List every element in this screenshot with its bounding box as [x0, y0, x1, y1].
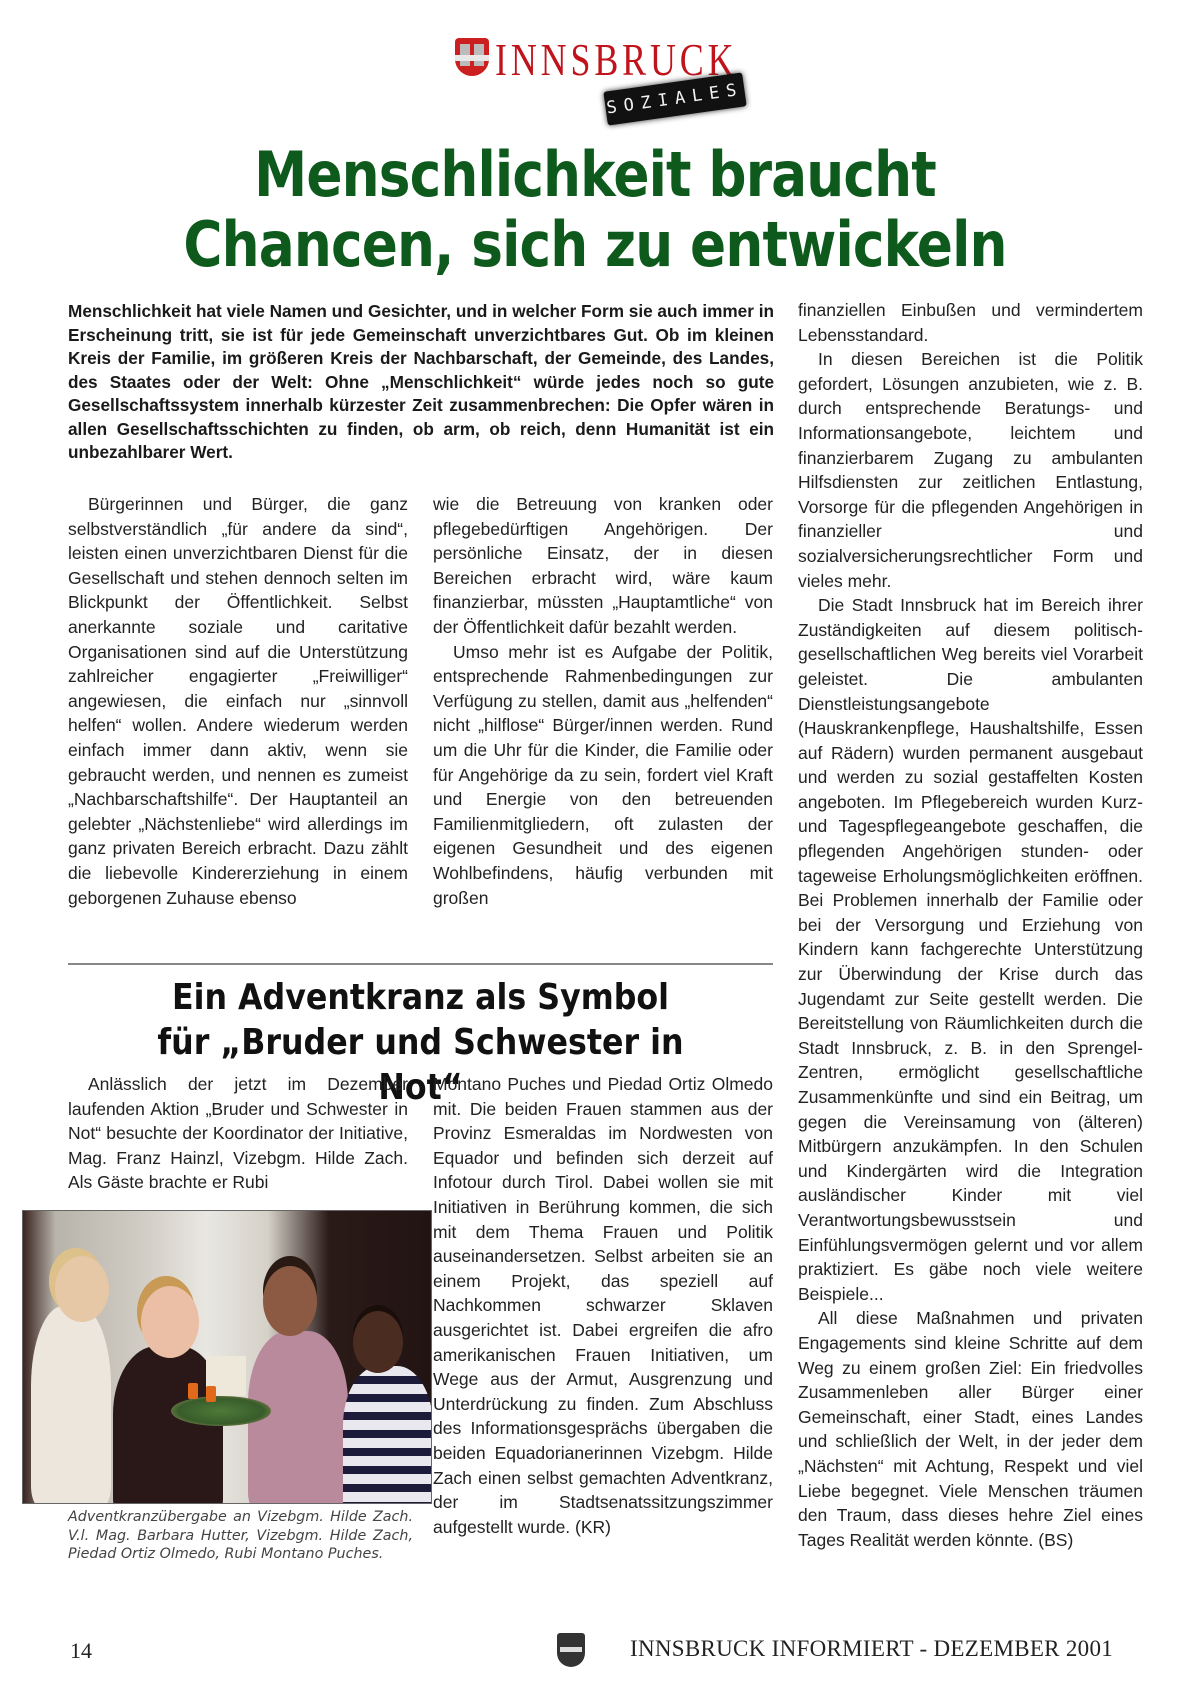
- lead-paragraph: Menschlichkeit hat viele Namen und Gesichter, und in welcher Form sie auch immer in Erscheinung tritt, sie ist für jede Gemeinschaft unverzichtbares Gut. Ob im kleinen Kreis der Familie, im größeren Kreis der Nachbarschaft, der Gemeinde, des Landes, des Staates oder der Welt: Ohne „Menschlichkeit“ würde jedes noch so gute Gesellschaftssystem innerhalb kürzester Zeit zusammenbrechen: Die Opfer wären in allen Gesellschaftsschichten zu finden, ob arm, ob reich, denn Humanität ist ein unbezahlbarer Wert.: [68, 301, 774, 462]
- paragraph: finanziellen Einbußen und vermindertem Lebensstandard.: [798, 300, 1143, 345]
- article2-column-2: [433, 1072, 773, 1539]
- person-2-head: [141, 1286, 199, 1358]
- paragraph: Bürgerinnen und Bürger, die ganz selbstverständlich „für andere da sind“, leisten einen unverzichtbaren Dienst für die Gesellschaft und stehen dennoch selten im Blickpunkt der Öffentlichkeit. Selbst anerkannte soziale und caritative Organisationen sind auf die Unterstützung zahlreicher engagierter „Freiwilliger“ angewiesen, die einfach nur „sinnvoll helfen“ wollen. Andere wiederum werden einfach immer dann aktiv, wenn sie gebraucht werden, und nennen es zumeist „Nachbarschaftshilfe“. Der Hauptanteil an gelebter „Nächstenliebe“ wird allerdings im ganz privaten Bereich erbracht. Dazu zählt die liebevolle Kindererziehung in einem geborgenen Zuhause ebenso: [68, 494, 408, 908]
- headline-line-2: Chancen, sich zu entwickeln: [183, 208, 1007, 281]
- subheadline-line-1: Ein Adventkranz als Symbol: [171, 977, 670, 1018]
- candle-icon: [206, 1386, 216, 1402]
- person-3-head: [263, 1266, 317, 1336]
- person-1: [31, 1306, 111, 1504]
- article-column-1: [68, 492, 408, 910]
- paragraph: Montano Puches und Piedad Ortiz Olmedo mit. Die beiden Frauen stammen aus der Provinz Esmeraldas im Nordwesten von Equador und befinden sich derzeit auf Infotour durch Tirol. Dabei wollen sie mit Initiativen in Berührung kommen, die sich mit dem Thema Frauen und Politik auseinandersetzen. Selbst arbeiten sie an einem Projekt, das speziell auf Nachkommen schwarzer Sklaven ausgerichtet ist. Dabei ergreifen die afro amerikanischen Frauen Initiativen, um Wege aus der Armut, Ausgrenzung und Unterdrückung zu finden. Zum Abschluss des Informationsgesprächs übergaben die beiden Equadorianerinnen Vizebgm. Hilde Zach einen selbst gemachten Adventkranz, der im Stadtsenatssitzungszimmer aufgestellt wurde. (KR): [433, 1074, 773, 1537]
- subheadline-line-2: für „Bruder und Schwester in Not“: [157, 1022, 684, 1108]
- section-tag: SOZIALES: [603, 72, 746, 125]
- masthead-title: INNSBRUCK: [495, 34, 738, 85]
- paragraph: In diesen Bereichen ist die Politik gefordert, Lösungen anzubieten, wie z. B. durch entsprechende Beratungs- und Informationsangebote, leichtem und finanzierbarem Zugang zu ambulanten Hilfsdiensten zur zeitlichen Entlastung, Vorsorge für die pflegenden Angehörigen in finanzieller und sozialversicherungsrechtlicher Form und vieles mehr.: [798, 349, 1143, 591]
- page-number: 14: [70, 1638, 92, 1663]
- advent-wreath-photo: [22, 1210, 432, 1504]
- advent-wreath: [171, 1396, 271, 1426]
- footer-crest-icon: [557, 1633, 585, 1667]
- article-column-3: [798, 298, 1143, 1552]
- article2-column-1: [68, 1072, 408, 1195]
- main-headline: [169, 140, 1020, 280]
- person-4: [343, 1366, 432, 1504]
- paragraph: Die Stadt Innsbruck hat im Bereich ihrer Zuständigkeiten auf diesem politisch-gesellschaftlichen Weg bereits viel Vorarbeit geleistet. Die ambulanten Dienstleistungsangebote (Hauskrankenpflege, Haushaltshilfe, Essen auf Rädern) wurden permanent ausgebaut und werden zu sozial gestaffelten Kosten angeboten. Im Pflegebereich wurden Kurz- und Tagespflegeangebote geschaffen, die pflegenden Angehörigen stunden- oder tageweise Erholungsmöglichkeiten eröffnen. Bei Problemen innerhalb der Familie oder bei der Versorgung und Erziehung von Kindern kann fachgerechte Unterstützung zur Überwindung der Krise durch das Jugendamt zur Seite gestellt werden. Die Bereitstellung von Räumlichkeiten durch die Stadt Innsbruck, z. B. in den Sprengel-Zentren, ermöglicht gesellschaftliche Zusammenkünfte und sind ein Beitrag, um gegen die Vereinsamung von (älteren) Mitbürgern anzukämpfen. In den Schulen und Kindergärten wird die Integration ausländischer Kinder mit viel Verantwortungsbewusstsein und Einfühlungsvermögen gelernt und vor allem praktiziert. Es gäbe noch viele weitere Beispiele...: [798, 595, 1143, 1304]
- innsbruck-crest-icon: [455, 38, 489, 76]
- paragraph: Umso mehr ist es Aufgabe der Politik, entsprechende Rahmenbedingungen zur Verfügung zu stellen, damit aus „helfenden“ nicht „hilflose“ Bürger/innen werden. Rund um die Uhr für die Kinder, die Familie oder für Angehörige da zu sein, fordert viel Kraft und Energie von den betreuenden Familienmitgliedern, oft zulasten der eigenen Gesundheit und des eigenen Wohlbefindens, häufig verbunden mit großen: [433, 641, 773, 908]
- paragraph: wie die Betreuung von kranken oder pflegebedürftigen Angehörigen. Der persönliche Einsatz, der in diesen Bereichen erbracht wird, wäre kaum finanzierbar, müssten „Hauptamtliche“ von der Öffentlichkeit dafür bezahlt werden.: [433, 494, 773, 637]
- publication-footer: INNSBRUCK INFORMIERT - DEZEMBER 2001: [630, 1636, 1114, 1661]
- candle-icon: [188, 1383, 198, 1399]
- person-1-head: [55, 1256, 109, 1322]
- photo-caption: Adventkranzübergabe an Vizebgm. Hilde Zach. V.l. Mag. Barbara Hutter, Vizebgm. Hilde Zach, Piedad Ortiz Olmedo, Rubi Montano Puches.: [68, 1509, 413, 1562]
- section-divider: [68, 963, 773, 965]
- paragraph: Anlässlich der jetzt im Dezember laufenden Aktion „Bruder und Schwester in Not“ besuchte der Koordinator der Initiative, Mag. Franz Hainzl, Vizebgm. Hilde Zach. Als Gäste brachte er Rubi: [68, 1074, 408, 1193]
- masthead: [455, 30, 755, 120]
- person-4-head: [353, 1311, 403, 1373]
- paragraph: All diese Maßnahmen und privaten Engagements sind kleine Schritte auf dem Weg zu einem großen Ziel: Ein friedvolles Zusammenleben aller Bürger einer Gemeinschaft, einer Stadt, eines Landes und schließlich der Welt, in der jeder dem „Nächsten“ mit Achtung, Respekt und viel Liebe begegnet. Viele Menschen träumen den Traum, dass dieses hehre Ziel eines Tages Realität werden könnte. (BS): [798, 1308, 1143, 1550]
- headline-line-1: Menschlichkeit braucht: [254, 138, 936, 211]
- article-column-2: [433, 492, 773, 910]
